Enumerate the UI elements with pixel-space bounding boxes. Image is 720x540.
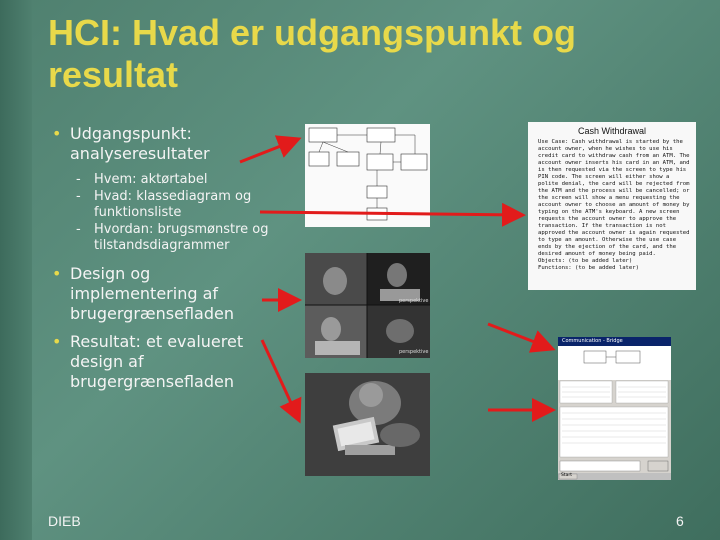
laptop-user-photo xyxy=(305,373,430,476)
sub-bullet xyxy=(50,172,275,188)
sub-bullet-text: Hvad: klassediagram og funktionsliste xyxy=(94,189,252,220)
sub-bullet-text: Hvem: aktørtabel xyxy=(94,172,208,187)
photo-watermark: perspektive xyxy=(399,298,429,304)
use-case-title: Cash Withdrawal xyxy=(577,126,647,136)
use-case-functions: Functions: (to be added later) xyxy=(538,265,640,271)
arrow-to-screen xyxy=(488,324,550,348)
prototype-window-title: Communication - Bridge xyxy=(562,338,623,344)
use-case-document xyxy=(528,122,696,290)
dash-icon: - xyxy=(76,172,81,187)
class-diagram-image xyxy=(305,124,430,227)
prototype-screenshot xyxy=(558,337,671,480)
sub-bullet-text: Hvordan: brugsmønstre og tilstandsdiagrammer xyxy=(94,222,269,253)
lab-photo-drawing xyxy=(305,253,430,358)
bullet-text: Design og implementering af brugergrænsefladen xyxy=(70,264,234,323)
footer-label: DIEB xyxy=(48,513,81,529)
bullet-udgangspunkt xyxy=(50,124,275,164)
sub-bullet xyxy=(50,189,275,221)
start-button: Start xyxy=(561,473,572,478)
photo-watermark: perspektive xyxy=(399,349,429,355)
dash-icon: - xyxy=(76,222,81,237)
bullet-dot-icon: • xyxy=(52,124,62,143)
class-diagram-drawing xyxy=(305,124,430,227)
bullet-resultat xyxy=(50,332,275,392)
laptop-photo-drawing xyxy=(305,373,430,476)
usability-lab-photo xyxy=(305,253,430,358)
bullet-dot-icon: • xyxy=(52,264,62,283)
dash-icon: - xyxy=(76,189,81,204)
bullet-design xyxy=(50,264,275,324)
slide-title: HCI: Hvad er udgangspunkt og resultat xyxy=(48,12,577,95)
bullet-text: Resultat: et evalueret design af brugergrænsefladen xyxy=(70,332,244,391)
sub-bullet-list xyxy=(50,172,275,254)
bullet-list xyxy=(50,124,275,400)
bullet-text: Udgangspunkt: analyseresultater xyxy=(70,124,210,163)
use-case-text: Use Case: Cash withdrawal is started by the account owner, when he wishes to use his credit card to withdraw cash from an ATM. The account owner inserts his card in an ATM, and is then requested via the screen to type his PIN code. The screen will either show a polite denial, the card will be rejected from the ATM and the process will be cancelled; or the screen will show a menu requesting the account owner to choose an amount of money by typing on the ATM's keyboard. A new screen requests the account owner to approve the transaction. If the transaction is not approved the account owner is again requested to type an amount. Otherwise the use case ends by the ejection of the card, and the desired amount of money being paid. xyxy=(538,139,690,257)
bullet-dot-icon: • xyxy=(52,332,62,351)
decorative-band xyxy=(0,0,32,540)
sub-bullet xyxy=(50,222,275,254)
page-number: 6 xyxy=(676,513,684,529)
prototype-screenshot-drawing xyxy=(558,337,671,480)
use-case-objects: Objects: (to be added later) xyxy=(538,258,633,264)
